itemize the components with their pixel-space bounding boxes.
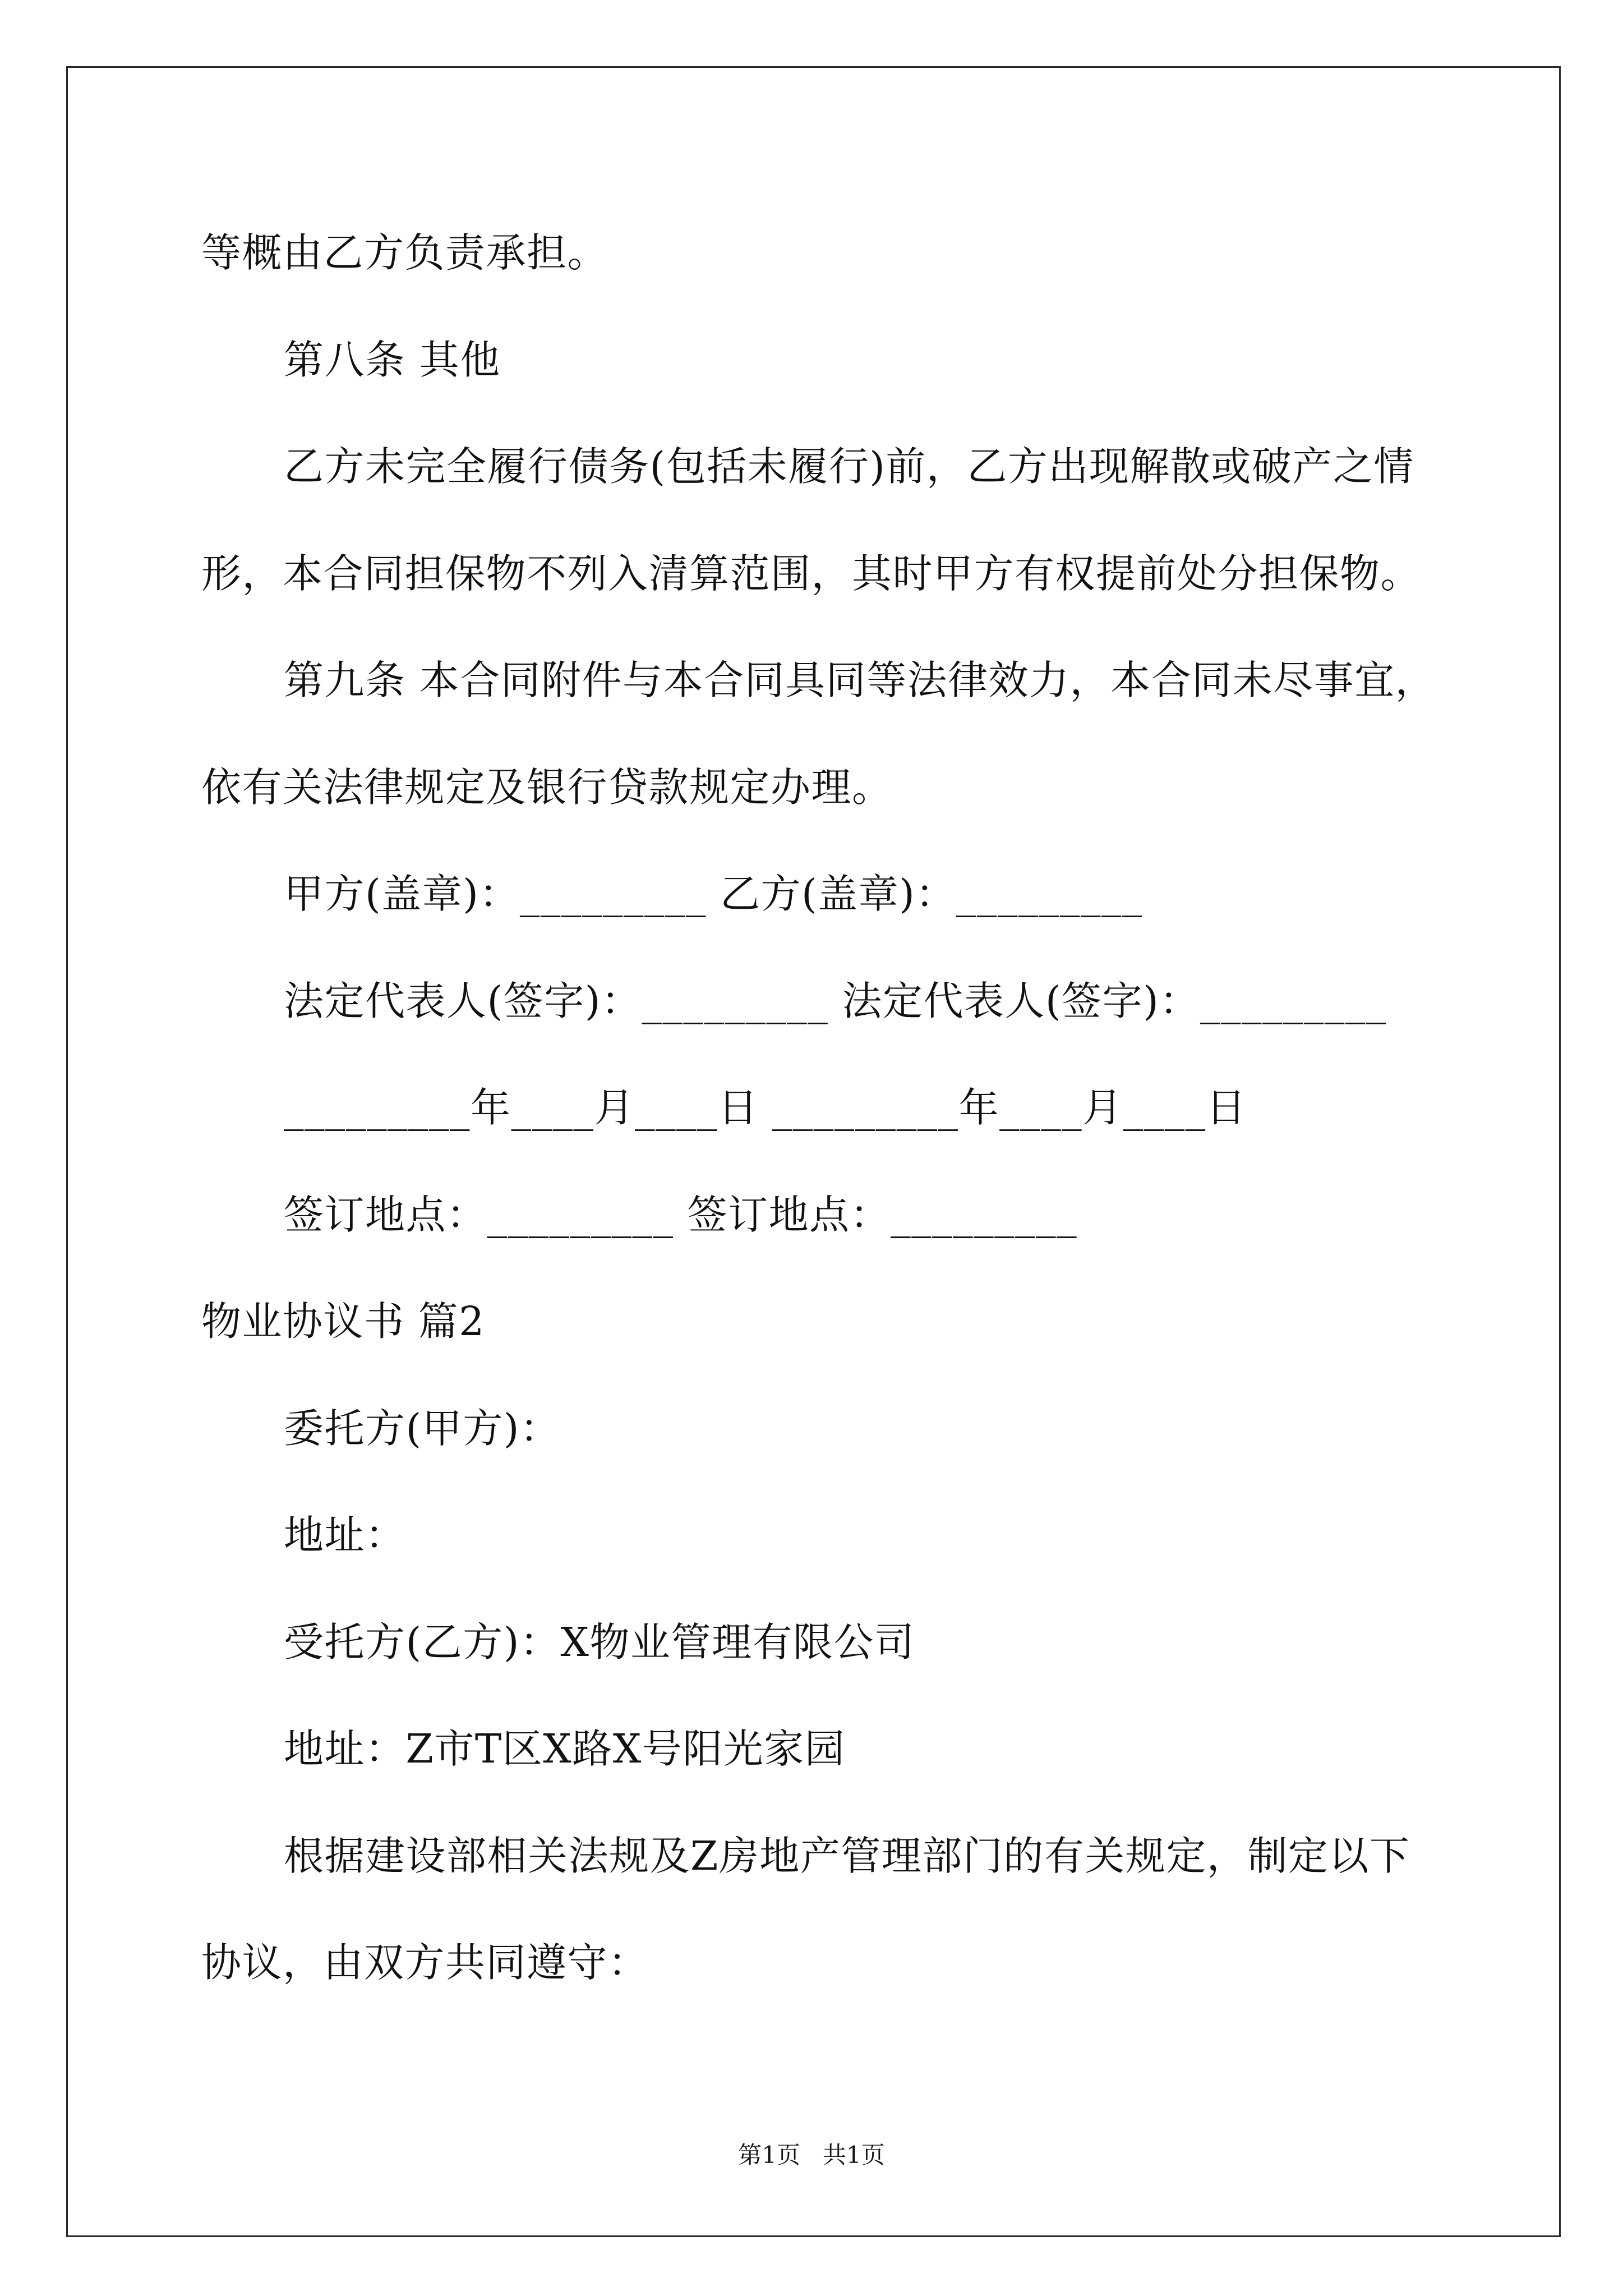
article-8-paragraph-line-2: 形，本合同担保物不列入清算范围，其时甲方有权提前处分担保物。	[201, 550, 1422, 597]
document-body	[0, 200, 1623, 2017]
seal-line: 甲方(盖章)：_________ 乙方(盖章)：_________	[284, 871, 1143, 917]
article-9-line-2: 依有关法律规定及银行贷款规定办理。	[201, 763, 893, 811]
trustee-party-line: 受托方(乙方)：X物业管理有限公司	[284, 1618, 915, 1665]
section-title: 物业协议书 篇2	[201, 1298, 485, 1345]
article-9-line-1: 第九条 本合同附件与本合同具同等法律效力，本合同未尽事宜，	[284, 657, 1436, 703]
client-party-line: 委托方(甲方)：	[284, 1405, 561, 1452]
article-8-heading: 第八条 其他	[284, 336, 501, 383]
signing-place-line: 签订地点：_________ 签订地点：_________	[284, 1191, 1078, 1238]
trustee-address-line: 地址：Z市T区X路X号阳光家园	[284, 1726, 846, 1772]
paragraph-continuation: 等概由乙方负责承担。	[201, 229, 608, 276]
preamble-line-1: 根据建设部相关法规及Z房地产管理部门的有关规定，制定以下	[284, 1832, 1410, 1879]
client-address-line: 地址：	[284, 1512, 406, 1558]
article-8-paragraph-line-1: 乙方未完全履行债务(包括未履行)前，乙方出现解散或破产之情	[284, 443, 1414, 490]
date-line: _________年____月____日 _________年____月____日	[284, 1084, 1247, 1131]
page-footer: 第1页 共1页	[738, 2141, 885, 2169]
legal-representative-line: 法定代表人(签字)：_________ 法定代表人(签字)：_________	[284, 977, 1387, 1024]
preamble-line-2: 协议，由双方共同遵守：	[201, 1939, 649, 1986]
